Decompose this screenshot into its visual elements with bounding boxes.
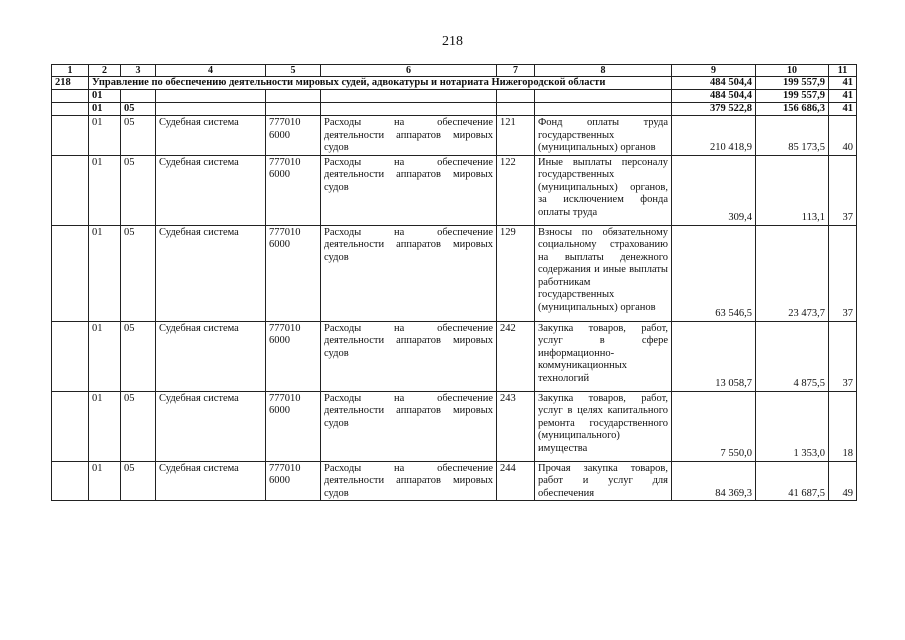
column-header: 7 [497,65,535,77]
section-code: 01 [89,90,121,103]
blank-cell [52,116,89,156]
blank-cell [52,461,89,501]
blank-cell [52,321,89,391]
target-code: 777010 6000 [266,116,321,156]
blank-cell [52,391,89,461]
expense-type-code: 242 [497,321,535,391]
column-header: 10 [756,65,829,77]
subsection-code: 05 [121,461,156,501]
section-code: 01 [89,391,121,461]
section-code: 01 [89,461,121,501]
fact-value: 4 875,5 [756,321,829,391]
section-code: 01 [89,155,121,225]
section-code: 01 [89,321,121,391]
expense-type-name: Закупка товаров, работ, услуг в сфере информационно-коммуникационных технологий [535,321,672,391]
percent-value: 37 [829,225,857,321]
plan-value: 309,4 [672,155,756,225]
table-row [52,461,857,501]
section-code: 01 [89,225,121,321]
section-name: Судебная система [156,116,266,156]
fact-value: 85 173,5 [756,116,829,156]
target-code: 777010 6000 [266,391,321,461]
fact-value: 156 686,3 [756,103,829,116]
column-header: 2 [89,65,121,77]
purpose-text: Расходы на обеспечение деятельности аппаратов мировых судов [321,155,497,225]
plan-value: 7 550,0 [672,391,756,461]
purpose-text: Расходы на обеспечение деятельности аппаратов мировых судов [321,461,497,501]
expense-type-code: 129 [497,225,535,321]
blank-cell [321,90,497,103]
section-name: Судебная система [156,461,266,501]
table-row [52,225,857,321]
purpose-text: Расходы на обеспечение деятельности аппаратов мировых судов [321,321,497,391]
section-name: Судебная система [156,225,266,321]
column-header: 1 [52,65,89,77]
page-number: 218 [442,34,463,49]
department-title: Управление по обеспечению деятельности мировых судей, адвокатуры и нотариата Нижегородской области [89,77,672,90]
target-code: 777010 6000 [266,155,321,225]
blank-cell [52,155,89,225]
blank-cell [156,103,266,116]
percent-value: 41 [829,90,857,103]
plan-value: 84 369,3 [672,461,756,501]
expense-type-name: Фонд оплаты труда государственных (муниципальных) органов [535,116,672,156]
plan-value: 63 546,5 [672,225,756,321]
fact-value: 199 557,9 [756,90,829,103]
fact-value: 199 557,9 [756,77,829,90]
section-code: 01 [89,116,121,156]
section-name: Судебная система [156,391,266,461]
department-code: 218 [52,77,89,90]
plan-value: 379 522,8 [672,103,756,116]
percent-value: 37 [829,155,857,225]
blank-cell [156,90,266,103]
blank-cell [52,225,89,321]
expense-type-name: Взносы по обязательному социальному страхованию на выплаты денежного содержания и иные выплаты работникам государственных (муниципальных) органов [535,225,672,321]
target-code: 777010 6000 [266,321,321,391]
percent-value: 49 [829,461,857,501]
budget-table [51,64,857,501]
column-header: 3 [121,65,156,77]
column-header: 9 [672,65,756,77]
expense-type-code: 243 [497,391,535,461]
expense-type-name: Закупка товаров, работ, услуг в целях капитального ремонта государственного (муниципального) имущества [535,391,672,461]
section-code: 01 [89,103,121,116]
fact-value: 1 353,0 [756,391,829,461]
target-code: 777010 6000 [266,225,321,321]
expense-type-name: Иные выплаты персоналу государственных (муниципальных) органов, за исключением фонда оплаты труда [535,155,672,225]
table-row [52,116,857,156]
table-row [52,391,857,461]
plan-value: 13 058,7 [672,321,756,391]
expense-type-code: 244 [497,461,535,501]
blank-cell [266,103,321,116]
column-header: 5 [266,65,321,77]
purpose-text: Расходы на обеспечение деятельности аппаратов мировых судов [321,225,497,321]
column-header: 11 [829,65,857,77]
percent-value: 40 [829,116,857,156]
blank-cell [497,90,535,103]
blank-cell [535,90,672,103]
percent-value: 41 [829,77,857,90]
section-name: Судебная система [156,155,266,225]
purpose-text: Расходы на обеспечение деятельности аппаратов мировых судов [321,391,497,461]
percent-value: 37 [829,321,857,391]
subsection-code: 05 [121,321,156,391]
fact-value: 113,1 [756,155,829,225]
column-header: 6 [321,65,497,77]
column-header: 4 [156,65,266,77]
percent-value: 18 [829,391,857,461]
section-total-row [52,90,857,103]
plan-value: 210 418,9 [672,116,756,156]
blank-cell [121,90,156,103]
table-row [52,155,857,225]
blank-cell [497,103,535,116]
blank-cell [52,103,89,116]
subsection-code: 05 [121,103,156,116]
blank-cell [535,103,672,116]
expense-type-name: Прочая закупка товаров, работ и услуг для обеспечения [535,461,672,501]
subsection-code: 05 [121,116,156,156]
blank-cell [321,103,497,116]
fact-value: 41 687,5 [756,461,829,501]
blank-cell [266,90,321,103]
column-number-row [52,65,857,77]
section-name: Судебная система [156,321,266,391]
plan-value: 484 504,4 [672,90,756,103]
subsection-code: 05 [121,391,156,461]
table-row [52,321,857,391]
expense-type-code: 121 [497,116,535,156]
subsection-total-row [52,103,857,116]
blank-cell [52,90,89,103]
department-total-row [52,77,857,90]
plan-value: 484 504,4 [672,77,756,90]
subsection-code: 05 [121,155,156,225]
target-code: 777010 6000 [266,461,321,501]
expense-type-code: 122 [497,155,535,225]
column-header: 8 [535,65,672,77]
fact-value: 23 473,7 [756,225,829,321]
percent-value: 41 [829,103,857,116]
purpose-text: Расходы на обеспечение деятельности аппаратов мировых судов [321,116,497,156]
subsection-code: 05 [121,225,156,321]
